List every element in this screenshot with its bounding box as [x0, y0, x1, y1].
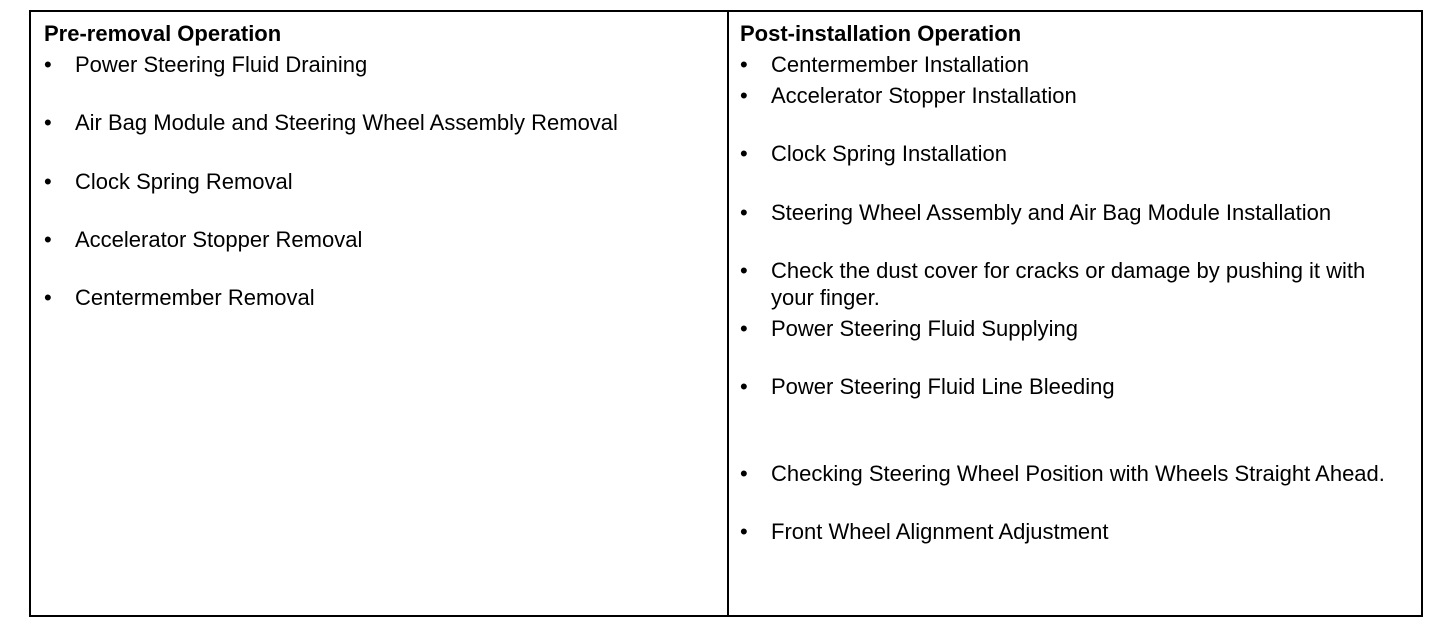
list-item-text: Checking Steering Wheel Position with Wheels Straight Ahead.: [771, 461, 1385, 486]
post-installation-column: [729, 12, 1421, 615]
list-item: [44, 226, 714, 253]
bullet-icon: •: [740, 258, 748, 283]
list-item: [740, 140, 1412, 167]
pre-removal-column: [31, 12, 729, 615]
list-item-text: Accelerator Stopper Removal: [75, 227, 363, 252]
list-item-text: Front Wheel Alignment Adjustment: [771, 519, 1109, 544]
list-item-text: Clock Spring Installation: [771, 141, 1008, 166]
bullet-icon: •: [44, 285, 52, 310]
list-item: [740, 373, 1412, 400]
bullet-icon: •: [740, 141, 748, 166]
operations-table: [29, 10, 1423, 617]
pre-removal-heading: Pre-removal Operation: [44, 21, 282, 46]
list-item: [740, 51, 1412, 78]
list-item: [740, 518, 1412, 545]
list-item: [740, 257, 1412, 311]
bullet-icon: •: [44, 169, 52, 194]
bullet-icon: •: [740, 200, 748, 225]
bullet-icon: •: [44, 227, 52, 252]
list-item: [740, 315, 1412, 342]
list-item-text: Clock Spring Removal: [75, 169, 293, 194]
bullet-icon: •: [740, 316, 748, 341]
list-item-text: Power Steering Fluid Supplying: [771, 316, 1078, 341]
list-item: [44, 109, 714, 136]
list-item-text: Centermember Installation: [771, 52, 1030, 77]
bullet-icon: •: [740, 83, 748, 108]
list-item-text: Accelerator Stopper Installation: [771, 83, 1077, 108]
bullet-icon: •: [740, 519, 748, 544]
bullet-icon: •: [44, 110, 52, 135]
list-item-text: Centermember Removal: [75, 285, 315, 310]
list-item-text: Power Steering Fluid Draining: [75, 52, 368, 77]
list-item-text: Air Bag Module and Steering Wheel Assembly Removal: [75, 110, 618, 135]
list-item: [44, 168, 714, 195]
list-item: [44, 51, 714, 78]
bullet-icon: •: [44, 52, 52, 77]
list-item: [740, 82, 1412, 109]
list-item: [44, 284, 714, 311]
bullet-icon: •: [740, 52, 748, 77]
bullet-icon: •: [740, 461, 748, 486]
list-item: [740, 199, 1412, 226]
list-item-text: Check the dust cover for cracks or damage by pushing it with your finger.: [771, 258, 1366, 310]
post-installation-heading: Post-installation Operation: [740, 21, 1022, 46]
bullet-icon: •: [740, 374, 748, 399]
list-item-text: Steering Wheel Assembly and Air Bag Module Installation: [771, 200, 1332, 225]
list-item-text: Power Steering Fluid Line Bleeding: [771, 374, 1115, 399]
list-item: [740, 460, 1412, 487]
